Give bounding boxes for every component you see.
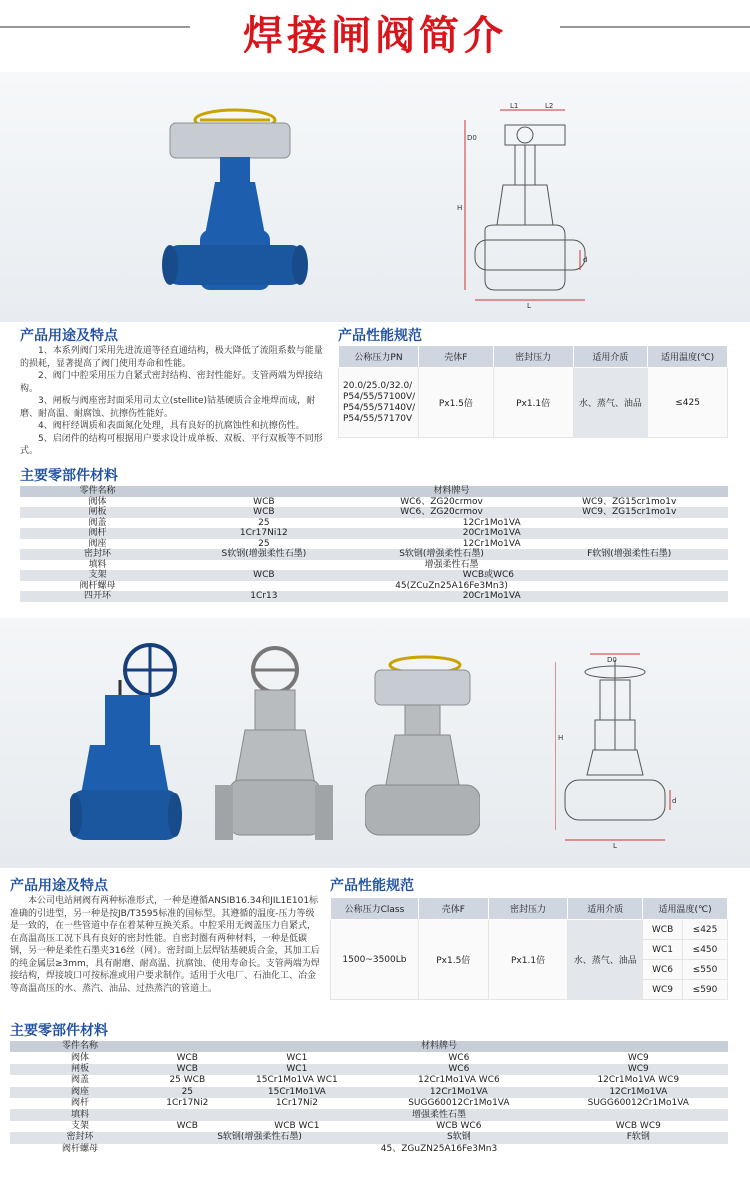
perf-shell-cell: Px1.5倍 (418, 368, 493, 438)
material-cell: WCB (175, 507, 353, 518)
perf-shell-cell: Px1.5倍 (418, 920, 488, 1000)
perf-pressure-cell (339, 368, 419, 438)
material-cell: SUGG60012Cr1Mo1VA (369, 1098, 548, 1109)
electric-silver-gate-valve-photo (365, 650, 480, 845)
material-cell: 15Cr1Mo1VA WC1 (225, 1075, 370, 1086)
part-name: 阀座 (10, 1087, 150, 1098)
part-name: 阀座 (20, 539, 175, 550)
perf-header: 公称压力PN (339, 346, 419, 368)
section1-dimension-drawing (455, 100, 605, 310)
part-name: 填料 (20, 560, 175, 571)
table-row (20, 570, 728, 581)
table-row (10, 1121, 728, 1132)
section2-materials-table-wrap (10, 1041, 728, 1155)
material-cell: SUGG60012Cr1Mo1VA (549, 1098, 728, 1109)
flanged-gate-valve-photo (210, 645, 335, 850)
perf-temp-cell: ≤450 (683, 940, 728, 960)
table-row (20, 497, 728, 508)
perf-temp-cell: ≤425 (683, 920, 728, 940)
electric-gate-valve-photo (160, 95, 310, 310)
perf-pressure-line: P54/55/57140V/ (343, 402, 416, 413)
perf-header: 适用温度(℃) (648, 346, 728, 368)
part-name: 填料 (10, 1109, 150, 1120)
perf-pressure-cell: 1500~3500Lb (331, 920, 419, 1000)
material-cell: WCB WC9 (549, 1121, 728, 1132)
material-cell: WCB (150, 1052, 225, 1063)
material-cell: 12Cr1Mo1VA (369, 1087, 548, 1098)
section2-features-heading: 产品用途及特点 (10, 878, 108, 894)
drawing-label-l1: L1 (510, 102, 519, 110)
material-cell: 1Cr17Ni2 (225, 1098, 370, 1109)
perf-grade-cell: WC9 (643, 980, 683, 1000)
part-name: 阀盖 (20, 518, 175, 529)
material-cell: 12Cr1Mo1VA WC6 (369, 1075, 548, 1086)
material-cell: WC1 (225, 1064, 370, 1075)
material-cell: WC6 (369, 1052, 548, 1063)
drawing-label-l: L (527, 302, 531, 310)
table-row (20, 507, 728, 518)
material-cell: WCB (150, 1064, 225, 1075)
drawing-label-d0: D0 (467, 134, 477, 142)
section2-performance-table (330, 897, 728, 1000)
section1-features-heading: 产品用途及特点 (20, 328, 118, 344)
perf-pressure-line: 20.0/25.0/32.0/ (343, 380, 413, 391)
mat-header: 材料牌号 (150, 1041, 728, 1052)
perf-medium-cell: 水、蒸气、油品 (568, 920, 643, 1000)
material-cell: 20Cr1Mo1VA (353, 591, 728, 602)
material-cell: 45(ZCuZn25A16Fe3Mn3) (175, 581, 728, 592)
material-cell: WCB WC6 (369, 1121, 548, 1132)
table-row (10, 1052, 728, 1063)
table-row (20, 591, 728, 602)
section1-performance-heading: 产品性能规范 (338, 328, 422, 344)
material-cell: 25 (175, 518, 353, 529)
feature-item: 2、阀门中腔采用压力自紧式密封结构、密封性能好。支管两端为焊接结构。 (20, 371, 323, 394)
banner-divider-right (560, 26, 750, 28)
section1-photo-area (0, 72, 750, 322)
part-name: 阀杆螺母 (20, 581, 175, 592)
part-name: 支架 (10, 1121, 150, 1132)
material-cell: S软钢 (369, 1132, 548, 1143)
material-cell: WCB (175, 497, 353, 508)
table-row (20, 528, 728, 539)
material-cell: 25 (150, 1087, 225, 1098)
perf-seal-cell: Px1.1倍 (493, 368, 573, 438)
drawing-label-h: H (457, 204, 463, 212)
perf-header: 壳体F (418, 346, 493, 368)
section1-features-text (20, 345, 325, 458)
section2-materials-table (10, 1041, 728, 1155)
material-cell: 增强柔性石墨 (150, 1109, 728, 1120)
material-cell: 45、ZGuZN25A16Fe3Mn3 (150, 1144, 728, 1155)
material-cell: 12Cr1Mo1VA WC9 (549, 1075, 728, 1086)
part-name: 阀体 (20, 497, 175, 508)
drawing-label-d: d (672, 797, 677, 805)
table-row (20, 518, 728, 529)
banner-divider-left (0, 26, 190, 28)
table-row (20, 581, 728, 592)
part-name: 阀杆 (10, 1098, 150, 1109)
material-cell: 增强柔性石墨 (175, 560, 728, 571)
perf-header: 公称压力Class (331, 898, 419, 920)
material-cell: F软钢(增强柔性石墨) (530, 549, 728, 560)
section2-features-text: 本公司电站闸阀有两种标准形式，一种是遵循ANSIB16.34和JIL1E101标准确的引进型，另一种是按JB/T3595标准的国标型。其遵循的温度-压力等级是一致的，在一些管道中存在着某种互换关系。中腔采用无阀盖压力自紧式，在高温高压工况下具有良好的密封性能。自密封圈有两种材料，一种是低碳钢，另一种是柔性石墨夹316丝（网）。密封面上层焊钴基硬质合金，其加工后的纯金属层≥3mm，具有耐磨、耐高温、抗腐蚀、使用寿命长。支管两端为焊接结构，焊接坡口可按标准或用户要求制作。适用于火电厂、石油化工、冶金等高温高压的水、蒸汽、油品、过热蒸汽的管道上。 (10, 896, 320, 994)
perf-grade-cell: WC1 (643, 940, 683, 960)
section2-dimension-drawing (555, 650, 680, 850)
perf-temp-cell: ≤550 (683, 960, 728, 980)
part-name: 阀杆螺母 (10, 1144, 150, 1155)
part-name: 四开环 (20, 591, 175, 602)
drawing-label-h: H (558, 734, 564, 742)
drawing-label-l2: L2 (545, 102, 554, 110)
perf-header: 密封压力 (493, 346, 573, 368)
section1-materials-heading: 主要零部件材料 (20, 468, 118, 484)
material-cell: WC6 (369, 1064, 548, 1075)
perf-pressure-line: P54/55/57100V/ (343, 391, 416, 402)
section2-materials-heading: 主要零部件材料 (10, 1023, 108, 1039)
material-cell: WC9 (549, 1064, 728, 1075)
feature-item: 3、闸板与阀座密封面采用司太立(stellite)钴基硬质合金堆焊而成，耐磨、耐高温、耐腐蚀、抗擦伤性能好。 (20, 396, 316, 419)
part-name: 密封环 (20, 549, 175, 560)
material-cell: S软钢(增强柔性石墨) (150, 1132, 369, 1143)
part-name: 阀杆 (20, 528, 175, 539)
material-cell: WC6、ZG20crmov (353, 507, 531, 518)
material-cell: WC9 (549, 1052, 728, 1063)
perf-header: 适用介质 (573, 346, 648, 368)
material-cell: 25 WCB (150, 1075, 225, 1086)
material-cell: 25 (175, 539, 353, 550)
section1-performance-table (338, 345, 728, 438)
perf-header: 适用温度(℃) (643, 898, 728, 920)
section2-performance-heading: 产品性能规范 (330, 878, 414, 894)
perf-header: 适用介质 (568, 898, 643, 920)
material-cell: WC1 (225, 1052, 370, 1063)
table-row (10, 1087, 728, 1098)
table-row (10, 1132, 728, 1143)
drawing-label-l: L (613, 842, 617, 850)
perf-medium-cell: 水、蒸气、油品 (573, 368, 648, 438)
perf-grade-cell: WC6 (643, 960, 683, 980)
handwheel-gate-valve-photo (70, 640, 185, 850)
material-cell: WCB WC1 (225, 1121, 370, 1132)
material-cell: S软钢(增强柔性石墨) (175, 549, 353, 560)
feature-item: 1、本系列阀门采用先进流道等径直通结构，极大降低了流阻系数与能量的损耗，显著提高了阀门使用寿命和性能。 (20, 346, 323, 369)
part-name: 闸板 (10, 1064, 150, 1075)
table-row (20, 560, 728, 571)
material-cell: F软钢 (549, 1132, 728, 1143)
material-cell: WCB (150, 1121, 225, 1132)
material-cell: WC9、ZG15cr1mo1v (530, 507, 728, 518)
material-cell: S软钢(增强柔性石墨) (353, 549, 531, 560)
part-name: 闸板 (20, 507, 175, 518)
part-name: 阀盖 (10, 1075, 150, 1086)
table-row (10, 1075, 728, 1086)
perf-temp-cell: ≤425 (648, 368, 728, 438)
material-cell: 1Cr17Ni2 (150, 1098, 225, 1109)
part-name: 密封环 (10, 1132, 150, 1143)
table-row (20, 539, 728, 550)
material-cell: 12Cr1Mo1VA (353, 518, 728, 529)
perf-seal-cell: Px1.1倍 (488, 920, 568, 1000)
table-row (10, 1109, 728, 1120)
material-cell: 1Cr13 (175, 591, 353, 602)
drawing-label-d: d (583, 256, 588, 264)
table-row (10, 1144, 728, 1155)
perf-header: 壳体F (418, 898, 488, 920)
mat-header: 材料牌号 (175, 486, 728, 497)
mat-header: 零件名称 (20, 486, 175, 497)
table-row (10, 1064, 728, 1075)
table-row (10, 1098, 728, 1109)
section1-materials-table-wrap (20, 486, 728, 602)
material-cell: WC6、ZG20crmov (353, 497, 531, 508)
table-row (20, 549, 728, 560)
feature-item: 5、启闭件的结构可根据用户要求设计成单板、双板、平行双板等不同形式。 (20, 433, 323, 456)
material-cell: 20Cr1Mo1VA (353, 528, 728, 539)
perf-pressure-line: P54/55/57170V (343, 413, 413, 424)
material-cell: 1Cr17Ni12 (175, 528, 353, 539)
part-name: 支架 (20, 570, 175, 581)
material-cell: 12Cr1Mo1VA (549, 1087, 728, 1098)
perf-header: 密封压力 (488, 898, 568, 920)
section1-materials-table (20, 486, 728, 602)
page-title: 焊接闸阀简介 (243, 13, 507, 59)
material-cell: WCB或WC6 (353, 570, 728, 581)
material-cell: 12Cr1Mo1VA (353, 539, 728, 550)
part-name: 阀体 (10, 1052, 150, 1063)
perf-temp-cell: ≤590 (683, 980, 728, 1000)
feature-item: 4、阀杆经调质和表面氮化处理，具有良好的抗腐蚀性和抗擦伤性。 (38, 421, 305, 431)
material-cell: WC9、ZG15cr1mo1v (530, 497, 728, 508)
material-cell: WCB (175, 570, 353, 581)
material-cell: 15Cr1Mo1VA (225, 1087, 370, 1098)
drawing-label-d0: D0 (607, 656, 617, 664)
mat-header: 零件名称 (10, 1041, 150, 1052)
perf-grade-cell: WCB (643, 920, 683, 940)
